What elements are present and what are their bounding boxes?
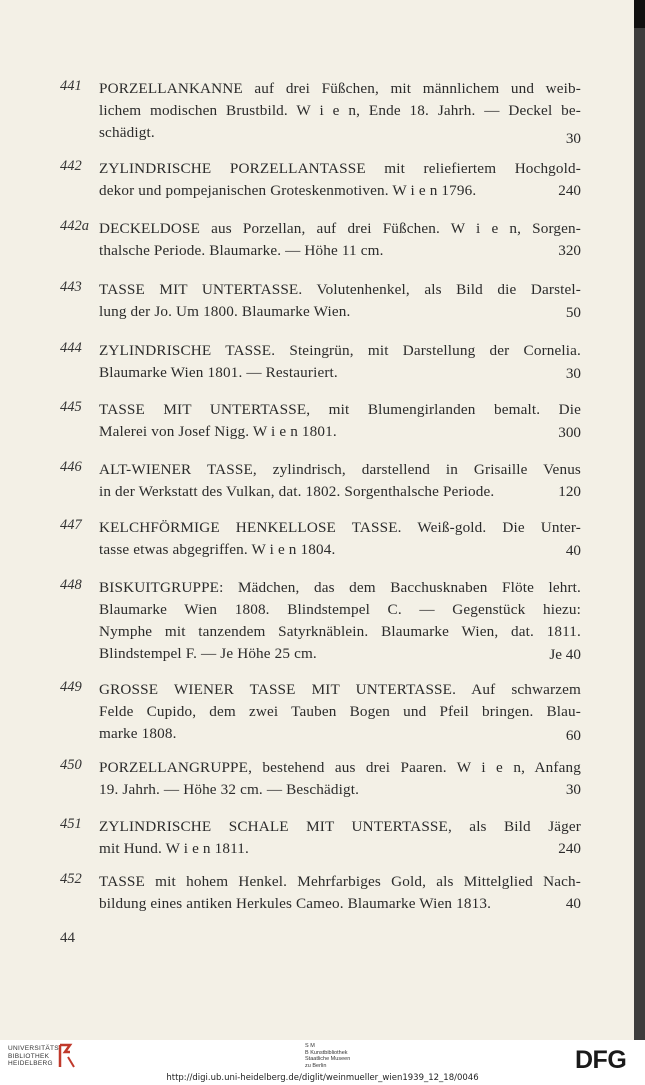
dfg-logo: DFG (575, 1046, 627, 1074)
lot-number: 441 (60, 78, 82, 94)
lot-price: 40 (565, 542, 581, 559)
scan-edge (634, 0, 645, 1040)
entry-line: ZYLINDRISCHE TASSE. Steingrün, mit Darstellung der Cornelia. (99, 342, 581, 359)
entry-line: Blaumarke Wien 1801. — Restauriert. (99, 364, 338, 381)
entry-line: bildung eines antiken Herkules Cameo. Blaumarke Wien 1813. (99, 895, 492, 912)
lot-number: 450 (60, 757, 82, 773)
entry-line: Blindstempel F. — Je Höhe 25 cm. (99, 645, 317, 662)
page-number: 44 (60, 930, 75, 946)
entry-line: PORZELLANKANNE auf drei Füßchen, mit männlichem und weib- (99, 80, 581, 97)
lot-price: 50 (565, 304, 581, 321)
lot-price: 30 (565, 130, 581, 147)
entry-line: DECKELDOSE aus Porzellan, auf drei Füßchen. W i e n, Sorgen- (99, 220, 581, 237)
entry-line: TASSE MIT UNTERTASSE, mit Blumengirlanden bemalt. Die (99, 401, 581, 418)
lot-number: 445 (60, 399, 82, 415)
university-library-label (8, 1045, 59, 1068)
entry-line: dekor und pompejanischen Groteskenmotiven. W i e n 1796. (99, 182, 477, 199)
lot-price: 30 (565, 781, 581, 798)
entry-line: Blaumarke Wien 1808. Blindstempel C. — Gegenstück hiezu: (99, 601, 581, 618)
entry-line: Nymphe mit tanzendem Satyrknäblein. Blaumarke Wien, dat. 1811. (99, 623, 581, 640)
lot-number: 451 (60, 816, 82, 832)
provenance-line: Staatliche Museen (305, 1056, 351, 1062)
university-line: UNIVERSITÄTS (8, 1045, 59, 1052)
entry-line: tasse etwas abgegriffen. W i e n 1804. (99, 541, 336, 558)
university-line: HEIDELBERG (8, 1060, 53, 1067)
entry-line: mit Hund. W i e n 1811. (99, 840, 249, 857)
entry-line: in der Werkstatt des Vulkan, dat. 1802. Sorgenthalsche Periode. (99, 483, 495, 500)
entry-line: BISKUITGRUPPE: Mädchen, das dem Bacchusknaben Flöte lehrt. (99, 579, 581, 596)
lot-price: 320 (558, 242, 581, 259)
lot-price: 300 (558, 424, 581, 441)
document-url[interactable]: http://digi.ub.uni-heidelberg.de/diglit/weinmueller_wien1939_12_18/0046 (166, 1073, 479, 1083)
entry-line: 19. Jahrh. — Höhe 32 cm. — Beschädigt. (99, 781, 360, 798)
lot-price: 30 (565, 365, 581, 382)
scan-edge-top (634, 0, 645, 28)
entry-line: GROSSE WIENER TASSE MIT UNTERTASSE. Auf schwarzem (99, 681, 581, 698)
viewer-footer (0, 1040, 645, 1085)
lot-price: 60 (565, 727, 581, 744)
lot-number: 442 (60, 158, 82, 174)
lot-number: 452 (60, 871, 82, 887)
lot-number: 442a (60, 218, 89, 234)
lot-number: 447 (60, 517, 82, 533)
entry-line: ZYLINDRISCHE PORZELLANTASSE mit reliefiertem Hochgold- (99, 160, 581, 177)
provenance-line: zu Berlin (305, 1062, 327, 1069)
lot-price: 40 (565, 895, 581, 912)
lot-number: 446 (60, 459, 82, 475)
lot-price: 120 (558, 483, 581, 500)
lot-price: 240 (558, 182, 581, 199)
lot-number: 448 (60, 577, 82, 593)
entry-line: Felde Cupido, dem zwei Tauben Bogen und Pfeil bringen. Blau- (99, 703, 581, 720)
entry-line: marke 1808. (99, 725, 177, 742)
lot-number: 444 (60, 340, 82, 356)
lot-price: 240 (558, 840, 581, 857)
entry-line: Malerei von Josef Nigg. W i e n 1801. (99, 423, 337, 440)
entry-line: TASSE MIT UNTERTASSE. Volutenhenkel, als Bild die Darstel- (99, 281, 581, 298)
entry-line: thalsche Periode. Blaumarke. — Höhe 11 cm. (99, 242, 384, 259)
entry-line: ZYLINDRISCHE SCHALE MIT UNTERTASSE, als Bild Jäger (99, 818, 581, 835)
entry-line: lichem modischen Brustbild. W i e n, Ende 18. Jahrh. — Deckel be- (99, 102, 581, 119)
entry-line: ALT-WIENER TASSE, zylindrisch, darstellend in Grisaille Venus (99, 461, 581, 478)
provenance-line: S M (305, 1043, 315, 1049)
lot-price: Je 40 (549, 646, 581, 663)
entry-line: PORZELLANGRUPPE, bestehend aus drei Paaren. W i e n, Anfang (99, 759, 581, 776)
entry-line: TASSE mit hohem Henkel. Mehrfarbiges Gold, als Mittelglied Nach- (99, 873, 581, 890)
provenance-line: B Kunstbibliothek (305, 1049, 348, 1056)
lot-number: 443 (60, 279, 82, 295)
university-seal-icon (56, 1043, 78, 1069)
entry-line: lung der Jo. Um 1800. Blaumarke Wien. (99, 303, 351, 320)
lot-number: 449 (60, 679, 82, 695)
entry-line: schädigt. (99, 124, 155, 141)
university-line: BIBLIOTHEK (8, 1052, 50, 1060)
provenance-label (305, 1043, 350, 1069)
entry-line: KELCHFÖRMIGE HENKELLOSE TASSE. Weiß-gold. Die Unter- (99, 519, 581, 536)
